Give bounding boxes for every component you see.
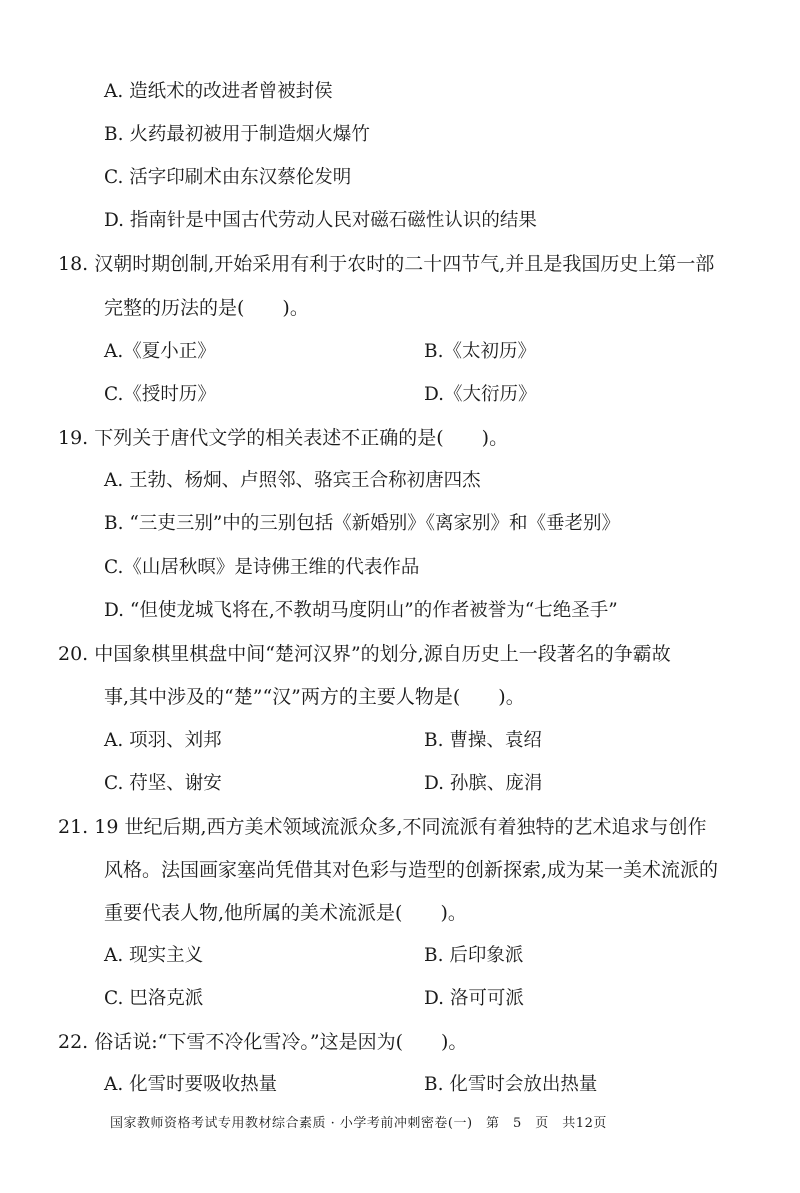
q21-stem-line-2: 风格。法国画家塞尚凭借其对色彩与造型的创新探索,成为某一美术流派的 xyxy=(104,859,719,881)
q19-option-c: C.《山居秋暝》是诗佛王维的代表作品 xyxy=(104,557,420,578)
q19-option-b: B. “三吏三别”中的三别包括《新婚别》《离家别》和《垂老别》 xyxy=(104,513,621,534)
q22-option-a: A. 化雪时要吸收热量 xyxy=(104,1074,278,1095)
q19-stem-line-1: 19. 下列关于唐代文学的相关表述不正确的是( )。 xyxy=(58,427,509,449)
q20-option-b: B. 曹操、袁绍 xyxy=(424,730,542,751)
q21-stem-line-1: 21. 19 世纪后期,西方美术领域流派众多,不同流派有着独特的艺术追求与创作 xyxy=(58,816,707,838)
q21-option-c: C. 巴洛克派 xyxy=(104,988,204,1009)
q21-stem-line-3: 重要代表人物,他所属的美术流派是( )。 xyxy=(104,902,467,924)
q18-stem-line-2: 完整的历法的是( )。 xyxy=(104,297,309,319)
q17-option-a: A. 造纸术的改进者曾被封侯 xyxy=(104,81,333,102)
q20-option-a: A. 项羽、刘邦 xyxy=(104,730,222,751)
q22-option-b: B. 化雪时会放出热量 xyxy=(424,1074,598,1095)
q18-option-d: D.《大衍历》 xyxy=(424,384,537,405)
q21-option-a: A. 现实主义 xyxy=(104,945,204,966)
q20-option-c: C. 苻坚、谢安 xyxy=(104,773,222,794)
q21-option-b: B. 后印象派 xyxy=(424,945,524,966)
q18-option-c: C.《授时历》 xyxy=(104,384,216,405)
q20-stem-line-2: 事,其中涉及的“楚”“汉”两方的主要人物是( )。 xyxy=(104,686,525,708)
page-footer: 国家教师资格考试专用教材综合素质 · 小学考前冲刺密卷(一) 第 5 页 共12页 xyxy=(110,1116,607,1131)
q21-option-d: D. 洛可可派 xyxy=(424,988,524,1009)
q17-option-d: D. 指南针是中国古代劳动人民对磁石磁性认识的结果 xyxy=(104,210,537,231)
q20-stem-line-1: 20. 中国象棋里棋盘中间“楚河汉界”的划分,源自历史上一段著名的争霸故 xyxy=(58,643,671,665)
q18-option-a: A.《夏小正》 xyxy=(104,341,216,362)
q22-stem-line-1: 22. 俗话说:“下雪不冷化雪冷。”这是因为( )。 xyxy=(58,1031,468,1053)
q20-option-d: D. 孙膑、庞涓 xyxy=(424,773,543,794)
q17-option-b: B. 火药最初被用于制造烟火爆竹 xyxy=(104,124,370,145)
q19-option-a: A. 王勃、杨炯、卢照邻、骆宾王合称初唐四杰 xyxy=(104,470,481,491)
q17-option-c: C. 活字印刷术由东汉蔡伦发明 xyxy=(104,167,352,188)
q18-stem-line-1: 18. 汉朝时期创制,开始采用有利于农时的二十四节气,并且是我国历史上第一部 xyxy=(58,253,715,275)
q19-option-d: D. “但使龙城飞将在,不教胡马度阴山”的作者被誉为“七绝圣手” xyxy=(104,600,618,621)
q18-option-b: B.《太初历》 xyxy=(424,341,536,362)
